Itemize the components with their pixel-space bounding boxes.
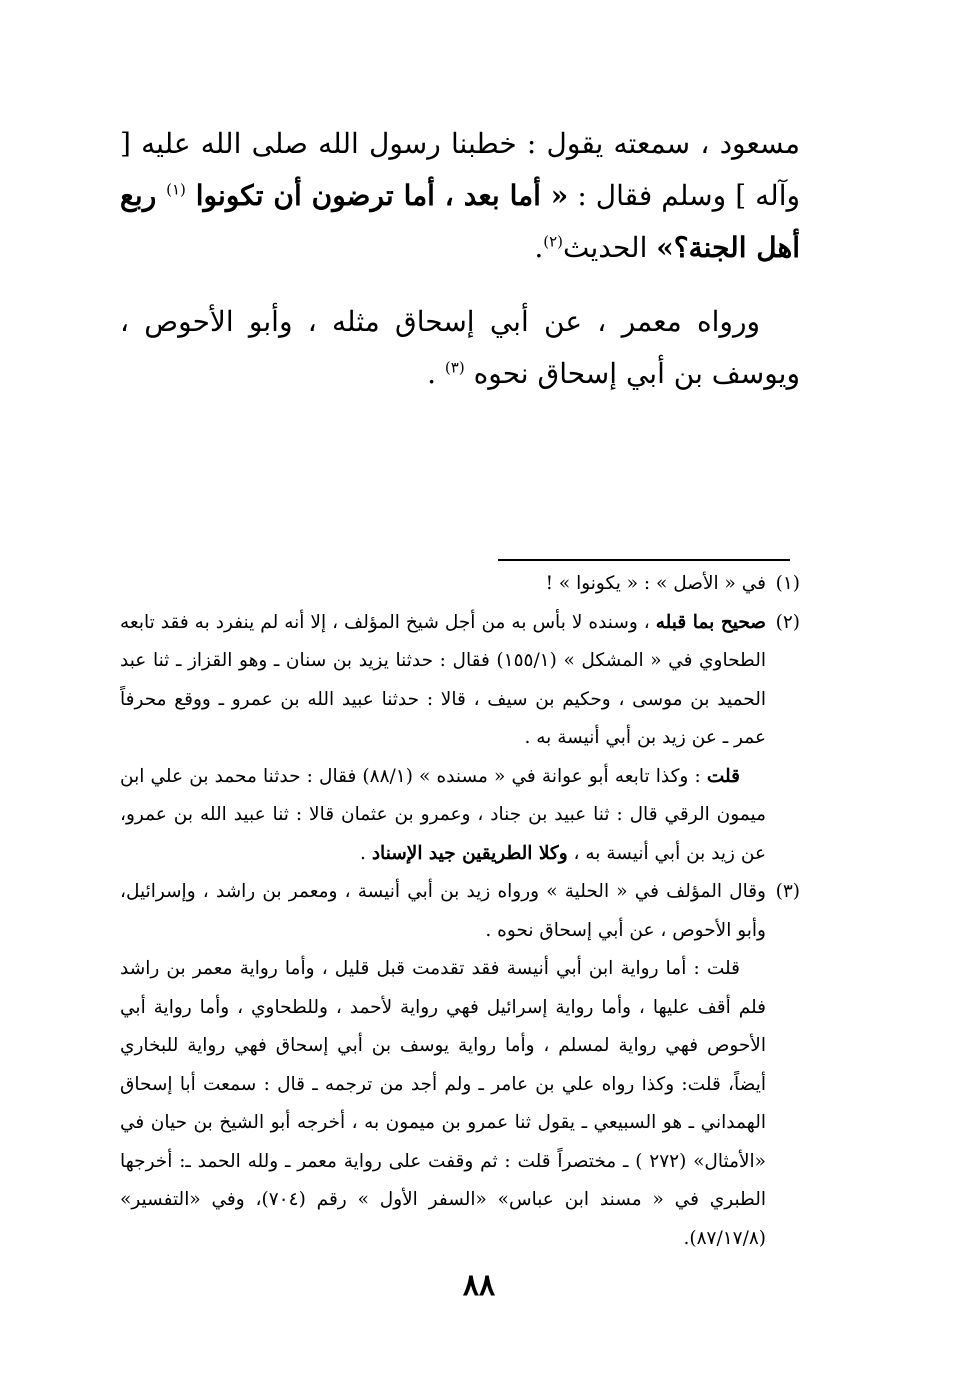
footnote-2: (٢) صحيح بما قبله ، وسنده لا بأس به من أجل شيخ المؤلف ، إلا أنه لم ينفرد به فقد تابعه الطحاوي في « المشكل » (١٥٥/١) فقال : حدثنا يزيد بن سنان ـ وهو القزاز ـ ثنا عبد الحميد بن موسى ، وحكيم بن سيف ، قالا : حدثنا عبيد الله بن عمرو ـ ووقع محرفاً عمر ـ عن زيد بن أبي أنيسة به . — [120, 604, 800, 758]
grading-label: صحيح بما قبله — [655, 611, 766, 633]
footnote-3-continuation: قلت : أما رواية ابن أبي أنيسة فقد تقدمت قبل قليل ، وأما رواية معمر بن راشد فلم أقف عليها ، وأما رواية إسرائيل فهي رواية لأحمد ، وللطحاوي ، وأما رواية أبي الأحوص فهي رواية لمسلم ، وأما رواية يوسف بن أبي إسحاق فهي رواية للبخاري أيضاً، قلت: وكذا رواه علي بن عامر ـ ولم أجد من ترجمه ـ قال : سمعت أبا إسحاق الهمداني ـ هو السبيعي ـ يقول ثنا عمرو بن ميمون به ، أخرجه أبو الشيخ بن حيان في «الأمثال» (٢٧٢ ) ـ مختصراً قلت : ثم وقفت على رواية معمر ـ ولله الحمد ـ: أخرجها الطبري في « مسند ابن عباس» «السفر الأول » رقم (٧٠٤)، وفي «التفسير» (٨٧/١٧/٨). — [120, 958, 766, 1249]
main-paragraph: ورواه معمر ، عن أبي إسحاق مثله ، وأبو الأحوص ، ويوسف بن أبي إسحاق نحوه $^{(٣)}$ . — [120, 305, 800, 390]
main-text — [120, 118, 800, 400]
footnote-separator — [498, 559, 790, 561]
hadith-quote-end: ربع أهل الجنة؟» — [120, 179, 800, 264]
footnote-ref-2[interactable]: (٢) — [543, 232, 563, 251]
footnote-1: (١) في « الأصل » : « يكونوا » ! — [120, 565, 800, 604]
footnote-2-continuation: قلت : وكذا تابعه أبو عوانة في « مسنده » (٨٨/١) فقال : حدثنا محمد بن علي ابن ميمون الرقي قال : ثنا عبيد بن جناد ، وعمرو بن عثمان قالا : ثنا عبيد الله بن عمرو، عن زيد بن أبي أنيسة به ، وكلا الطريقين جيد الإسناد . — [120, 765, 766, 864]
hadith-quote: « أما بعد ، أما ترضون أن تكونوا — [185, 179, 569, 212]
footnote-3: (٣) وقال المؤلف في « الحلية » ورواه زيد بن أبي أنيسة ، ومعمر بن راشد ، وإسرائيل، وأبو الأحوص ، عن أبي إسحاق نحوه . — [120, 873, 800, 950]
footnote-number: (١) — [775, 573, 800, 594]
footnote-number: (٣) — [775, 881, 800, 902]
page-number: ٨٨ — [462, 1268, 496, 1303]
footnote-number: (٢) — [775, 611, 800, 633]
main-paragraph: مسعود ، سمعته يقول : خطبنا رسول الله صلى الله عليه [ وآله ] وسلم فقال : « أما بعد ، أما ترضون أن تكونوا $^{(١)}$ ربع أهل الجنة؟» الحديث$^{(٢)}$. — [120, 127, 801, 264]
footnote-ref-1[interactable]: (١) — [166, 180, 186, 199]
footnotes — [120, 565, 800, 1258]
grading-conclusion: وكلا الطريقين جيد الإسناد — [371, 842, 568, 864]
footnote-ref-3[interactable]: (٣) — [444, 358, 465, 377]
